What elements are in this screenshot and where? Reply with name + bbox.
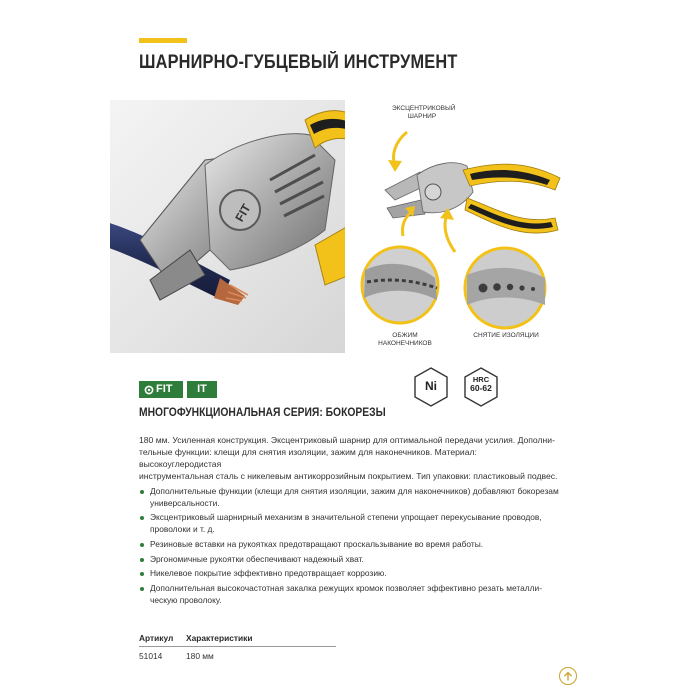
cell-specs: 180 мм [186, 651, 214, 661]
pliers-cutting-cable-illustration [110, 100, 345, 353]
bullet-dot-icon [140, 543, 144, 547]
feature-item: Эксцентриковый шарнирный механизм в значительной степени упрощает перекусывание проводов, проволоки и т. д. [139, 512, 564, 535]
svg-text:FIT: FIT [232, 201, 254, 225]
bullet-dot-icon [140, 587, 144, 591]
hrc-badge [465, 375, 497, 393]
callout-crimp [375, 332, 435, 348]
hrc-value: 60-62 [470, 383, 492, 393]
feature-list [139, 486, 564, 609]
feature-item: Дополнительные функции (клещи для снятия изоляции, зажим для наконечников) добавляют бокорезам универсальности. [139, 486, 564, 509]
bullet-dot-icon [140, 516, 144, 520]
feature-diagram [355, 100, 570, 353]
cell-article: 51014 [139, 651, 163, 661]
gear-icon [144, 385, 154, 395]
description-line: инструментальная сталь с никелевым антикоррозийным покрытием. Тип упаковки: пластиковый подвес. [139, 471, 558, 481]
table-header-row [139, 631, 336, 647]
brand-fit-text: FIT [156, 383, 173, 395]
brand-it-logo: IT [187, 381, 217, 398]
bullet-dot-icon [140, 572, 144, 576]
arrow-up-icon [563, 671, 573, 681]
callout-crimp-line2: НАКОНЕЧНИКОВ [378, 340, 432, 347]
column-header-article: Артикул [139, 633, 174, 643]
page-title: ШАРНИРНО-ГУБЦЕВЫЙ ИНСТРУМЕНТ [139, 52, 458, 73]
product-description [139, 434, 559, 482]
feature-item: Эргономичные рукоятки обеспечивают надежный хват. [139, 554, 564, 566]
callout-crimp-line1: ОБЖИМ [392, 332, 418, 339]
table-row [139, 647, 336, 664]
feature-item: Никелевое покрытие эффективно предотвращает коррозию. [139, 568, 564, 580]
spec-table [139, 631, 336, 663]
callout-eccentric-hinge [392, 105, 456, 121]
series-title: МНОГОФУНКЦИОНАЛЬНАЯ СЕРИЯ: БОКОРЕЗЫ [139, 405, 386, 419]
product-photo [110, 100, 345, 353]
column-header-specs: Характеристики [186, 633, 253, 643]
hrc-label: HRC [472, 375, 490, 384]
bullet-dot-icon [140, 558, 144, 562]
callout-eccentric-line1: ЭКСЦЕНТРИКОВЫЙ [392, 105, 456, 112]
nickel-badge: Ni [425, 379, 437, 393]
brand-logos [139, 381, 217, 398]
bullet-dot-icon [140, 490, 144, 494]
description-line: 180 мм. Усиленная конструкция. Эксцентриковый шарнир для оптимальной передачи усилия. Дополни- [139, 435, 555, 445]
description-line: тельные функции: клещи для снятия изоляции, зажим для наконечников. Материал: высокоуглеродистая [139, 447, 477, 469]
scroll-to-top-button[interactable] [559, 667, 577, 685]
feature-item: Резиновые вставки на рукоятках предотвращают проскальзывание во время работы. [139, 539, 564, 551]
callout-eccentric-line2: ШАРНИР [407, 113, 437, 120]
title-accent-bar [139, 38, 187, 43]
callout-strip: СНЯТИЕ ИЗОЛЯЦИИ [473, 332, 539, 339]
pliers-diagram-illustration [355, 100, 570, 353]
feature-item: Дополнительная высокочастотная закалка режущих кромок позволяет эффективно резать металли- ческую проволоку. [139, 583, 564, 606]
brand-fit-logo [139, 381, 183, 398]
spec-badges [413, 366, 523, 408]
